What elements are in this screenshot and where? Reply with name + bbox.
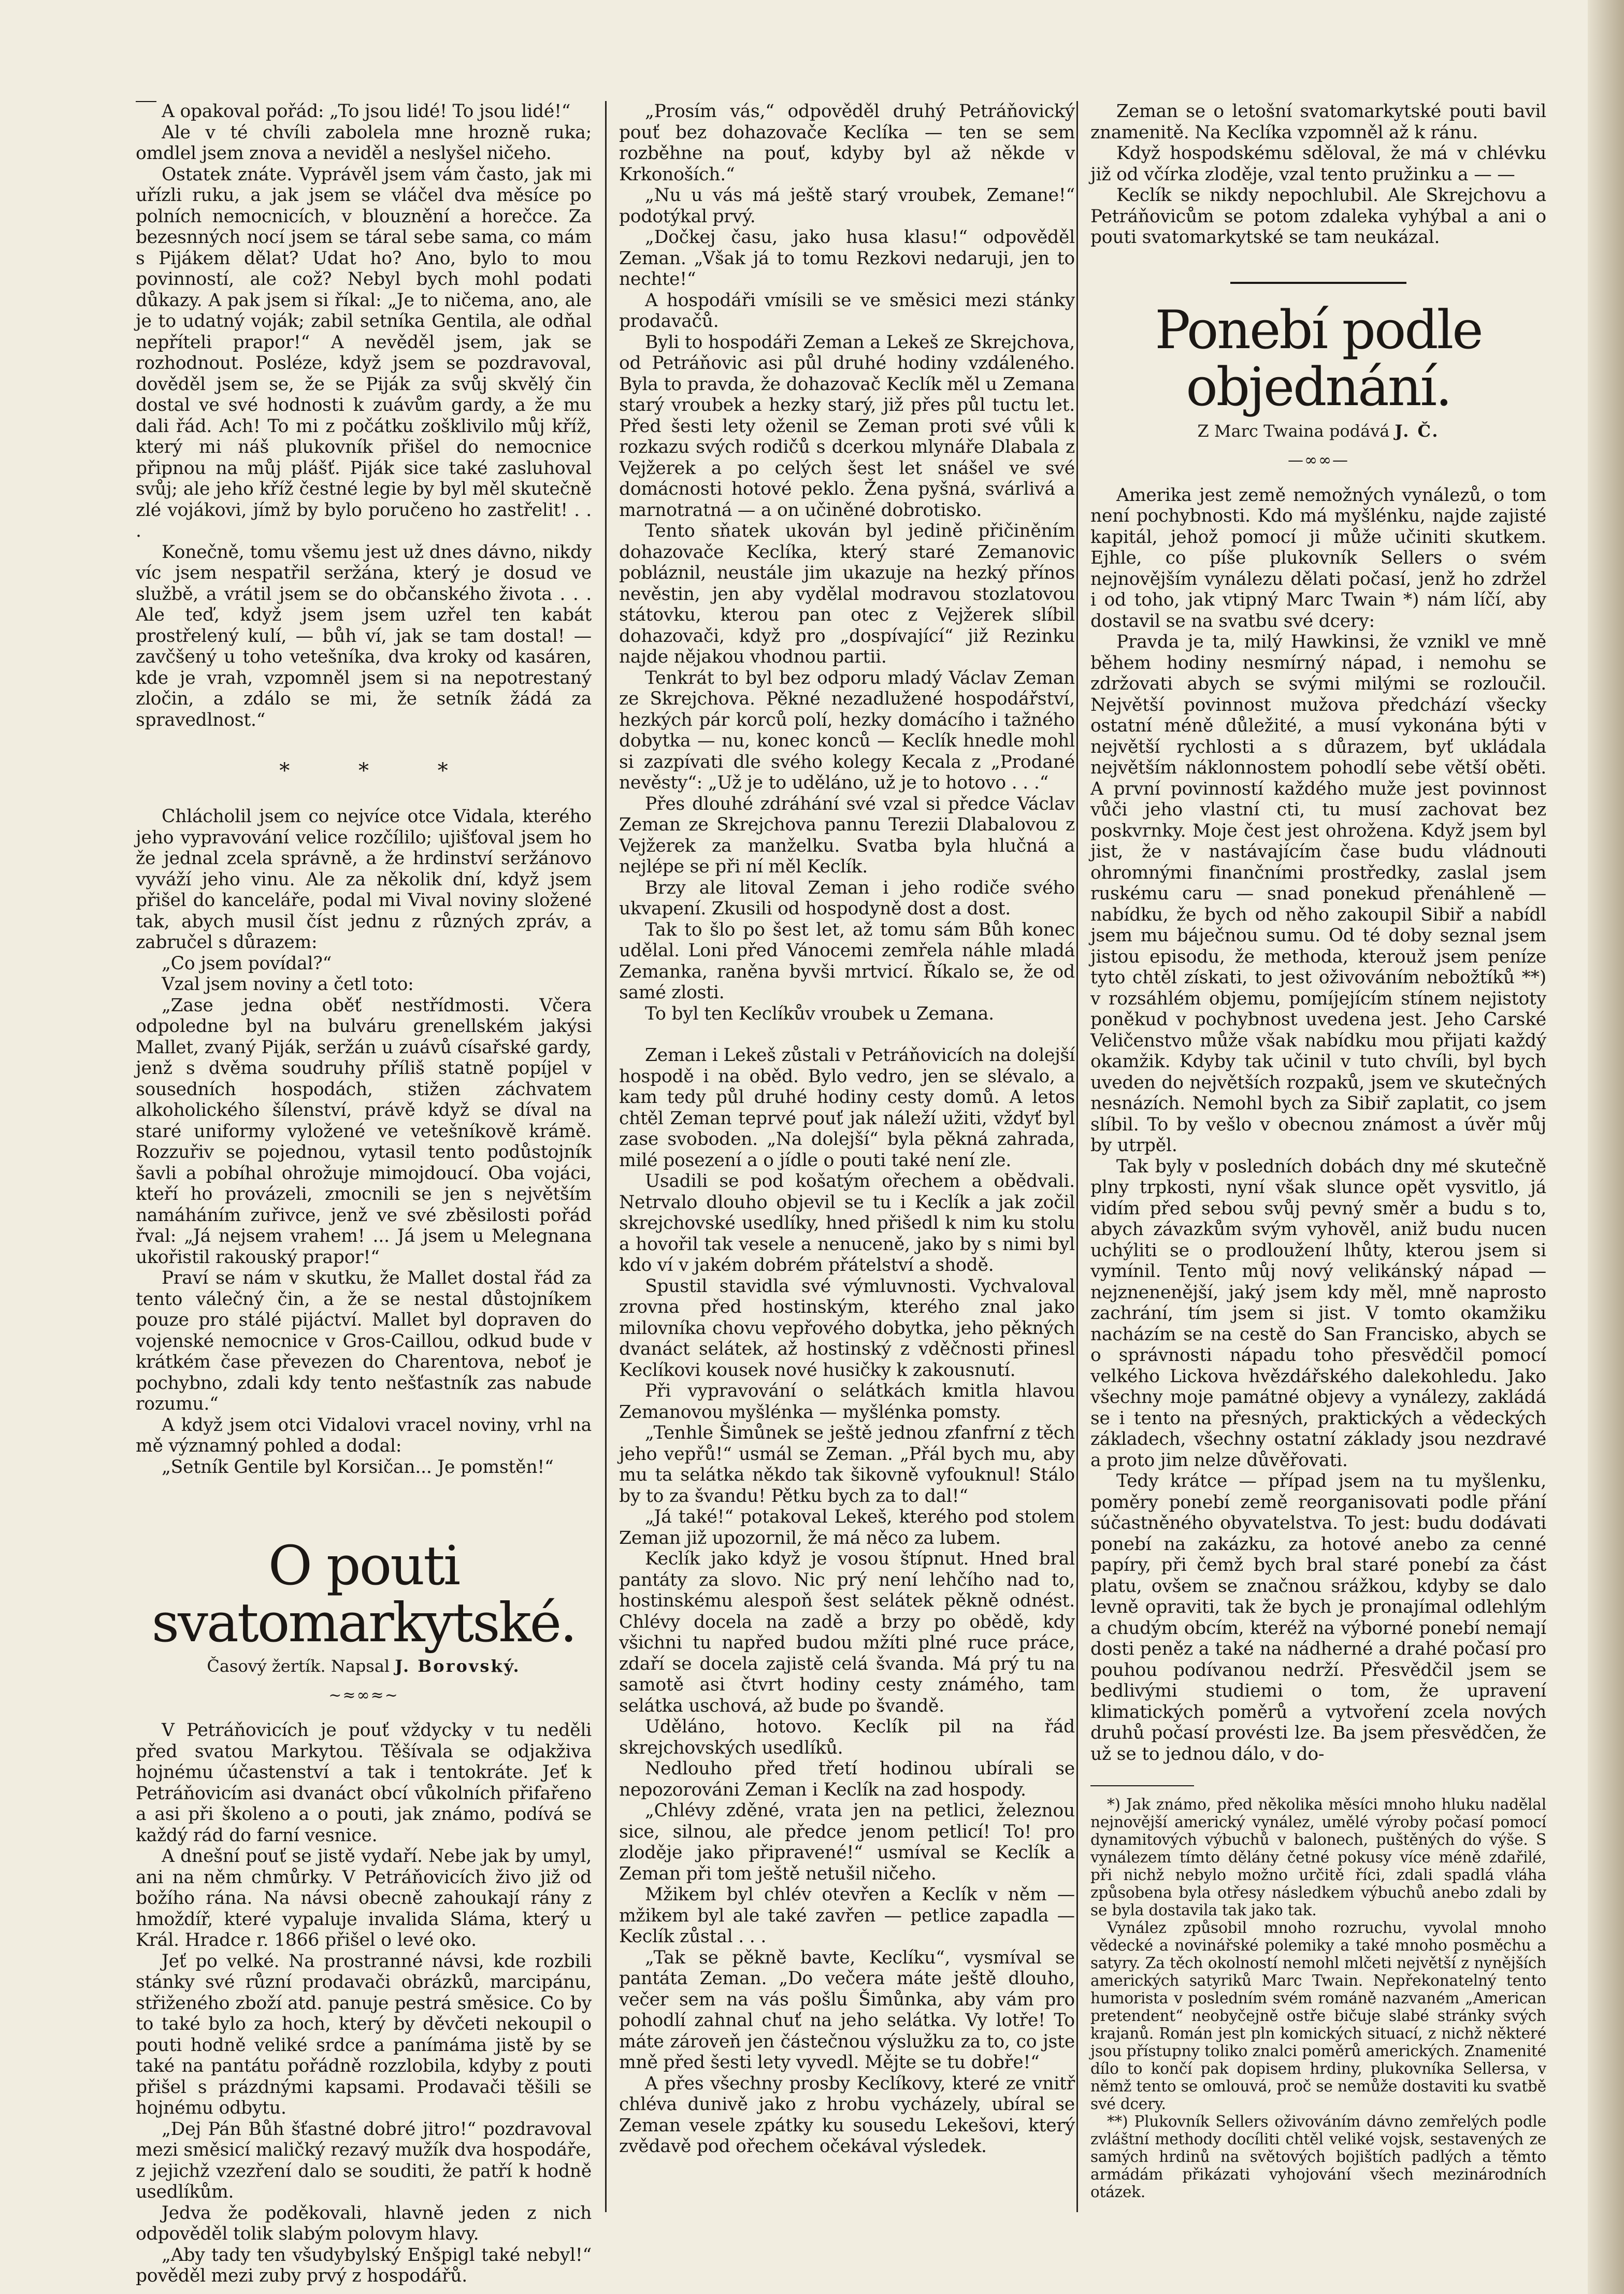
paragraph: A přes všechny prosby Keclíkovy, které ze vnitř chléva dunivě jako z hrobu vycházely, ubíral se Zeman vesele zpátky ku sousedu Lekešovi, který zvědavě pod ořechem očekával výsledek.	[619, 2073, 1075, 2157]
paragraph: „Dej Pán Bůh šťastné dobré jitro!“ pozdravoval mezi směsicí maličký rezavý mužík dva hospodáře, z jejichž vzezření dalo se souditi, že patří k hodně usedlíkům.	[136, 2118, 592, 2202]
paragraph: Tenkrát to byl bez odporu mladý Václav Zeman ze Skrejchova. Pěkné nezadlužené hospodářství, hezkých pár korců polí, hezky domácího i tažného dobytka — nu, konec konců — Keclík hnedle mohl si zazpívati dle svého kolegy Kecala z „Prodané nevěsty“: „Už je to uděláno, už je to hotovo . . .“	[619, 667, 1075, 793]
article-byline	[1090, 421, 1546, 441]
paragraph: Ale v té chvíli zabolela mne hrozně ruka; omdlel jsem znova a neviděl a neslyšel ničeho.	[136, 122, 592, 164]
section-stars: * * *	[279, 759, 479, 783]
paragraph: „Já také!“ potakoval Lekeš, kterého pod stolem Zeman již upozornil, že má něco za lubem.	[619, 1507, 1075, 1549]
footnote-rule	[1090, 1785, 1194, 1786]
paragraph: „Co jsem povídal?“	[162, 953, 332, 974]
paragraph: Spustil stavidla své výmluvnosti. Vychvaloval zrovna před hostinským, kterého znal jako milovníka chovu vepřového dobytka, jeho pěkných dvanáct selátek, až hostinský z vděčnosti přinesl Keclíkovi kousek nové husičky k zakousnutí.	[619, 1275, 1075, 1381]
paragraph: „Nu u vás má ještě starý vroubek, Zemane!“ podotýkal prvý.	[619, 185, 1075, 227]
paragraph: V Petráňovicích je pouť vždycky v tu neděli před svatou Markytou. Těšívala se odjakživa hojnému účastenství a tak i tentokráte. Jeť k Petráňovicím asi dvanáct obcí vůkolních přifařeno a asi při školeno a o pouti, jak známo, podívá se každý rád do farní vesnice.	[136, 1720, 592, 1846]
article-title-pout: O pouti svatomarkytské.	[151, 1534, 576, 1654]
spacer	[619, 1024, 1075, 1045]
paragraph: „Dočkej času, jako husa klasu!“ odpověděl Zeman. „Však já to tomu Rezkovi nedaruji, jen to nechte!“	[619, 227, 1075, 290]
paragraph: Zeman i Lekeš zůstali v Petráňovicích na dolejší hospodě i na oběd. Bylo vedro, jen se slévalo, a kam tedy půl druhé hodiny cesty domů. A letos chtěl Zeman teprvé pouť jak náleží užiti, vždyť byl zase svoboden. „Na dolejší“ byla pěkná zahrada, milé posezení a o jídle o pouti také není zle.	[619, 1045, 1075, 1171]
paragraph: Tak byly v posledních dobách dny mé skutečně plny trpkosti, nyní však slunce opět vysvitlo, já vidím před sebou svůj pevný směr a budu s to, abych závazkům svým vyhověl, aniž budu nucen uchýliti se o prodloužení lhůty, kterou jsem si vymínil. Tento můj nový velikánský nápad — nejznenenější, jaký jsem kdy měl, mně naprosto zachrání, tím jsem si jist. V tomto okamžiku nacházím se na cestě do San Francisko, abych se o správnosti nápadu toho přesvědčil pomocí velkého Lickova hvězdářského dalekohledu. Jako všechny moje památné objevy a vynálezy, zakládá se i tento na přesných, praktických a vědeckých základech, všechny ostatní základy jsou nezdravé a proto jim nelze důvěřovati.	[1090, 1156, 1546, 1471]
paragraph: A když jsem otci Vidalovi vracel noviny, vrhl na mě významný pohled a dodal:	[136, 1414, 592, 1456]
paragraph: Amerika jest země nemožných vynálezů, o tom není pochybnosti. Kdo má myšlénku, najde zajisté kapitál, jehož pomocí ji může učiniti skutkem. Ejhle, co píše plukovník Sellers o svém nejnovějším vynálezu dělati počasí, jenž ho zdržel i od toho, jak vtipný Marc Twain *) nám líčí, aby dostavil se na svatbu své dcery:	[1090, 484, 1546, 632]
paragraph: Jedva že poděkovali, hlavně jeden z nich odpověděl tolik slabým polovym hlavy.	[136, 2202, 592, 2244]
paragraph: „Tak se pěkně bavte, Keclíku“, vysmíval se pantáta Zeman. „Do večera máte ještě dlouho, večer sem na vás pošlu Šimůnka, aby vám pro pohodlí zahnal chuť na jeho selátka. Vy lotře! To máte zároveň jen částečnou výslužku za to, co jste mně před šesti lety vyvedl. Mějte se tu dobře!“	[619, 1947, 1075, 2073]
section-divider	[1230, 282, 1406, 284]
paragraph: Tedy krátce — případ jsem na tu myšlenku, poměry ponebí země reorganisovati podle přání súčastněného obyvatelstva. To jest: budu dodávati ponebí na zakázku, za hotové anebo za cenné papíry, při čemž bych bral staré ponebí za část platu, ovšem se značnou srážkou, kdyby se dalo levně opraviti, tak že bych je pronajímal odlehlým a chudým obcím, kteréž na výborné ponebí nemají dosti peněz a také na nádherné a drahé počasí pro pouhou podívanou nedrží. Přesvědčil jsem se bedlivými studiemi o tom, že upravení klimatických poměrů a vytvoření zcela nových druhů počasí provésti lze. Ba jsem přesvědčen, že už se to jednou dálo, v do-	[1090, 1471, 1546, 1765]
paragraph: Tento sňatek ukován byl jedině přičiněním dohazovače Keclíka, který staré Zemanovic pobláznil, neustále jim ukazuje na hezký přínos nevěstin, jen aby vydělal modravou stozlatovou státovku, kterou pan otec z Vejžerek slíbil dohazovači, když pro „dospívající“ již Rezinku najde nějakou vhodnou partii.	[619, 521, 1075, 667]
column-left	[136, 101, 592, 2286]
paragraph: Keclík jako když je vosou štípnut. Hned bral pantáty za slovo. Nic prý není lehčího nad to, hostinskému alespoň šest selátek pěkně odnést. Chlévy docela na zadě a brzy po obědě, kdy všichni tu napřed budou mžíti plné ruce práce, zdaří se docela zajistě celá švanda. Má prý tu na samotě asi čtvrt hodiny cesty známého, tam selátka uschová, až bude po švandě.	[619, 1549, 1075, 1716]
paragraph: Usadili se pod košatým ořechem a obědvali. Netrvalo dlouho objevil se tu i Keclík a jak zočil skrejchovské usedlíky, hned přišedl k nim ku stolu a hovořil tak vesele a nenuceně, jako by s nimi byl kdo ví v jakém dobrém přátelství a shodě.	[619, 1171, 1075, 1275]
paragraph: A opakoval pořád: „To jsou lidé! To jsou lidé!“	[162, 101, 571, 122]
footnote: *) Jak známo, před několika měsíci mnoho hluku nadělal nejnovější americký vynález, umělé výroby počasí pomocí dynamitových výbuchů v balonech, puštěných do výše. S vynálezem tímto dělány četné pokusy více méně zdařilé, při nichž nebylo možno určitě říci, zdali spadlá vláha způsobena byla otřesy následkem výbuchů anebo zdali by se byla dostavila tak jako tak.	[1090, 1796, 1546, 1919]
paragraph: Praví se nám v skutku, že Mallet dostal řád za tento válečný čin, a že se nestal důstojníkem pouze pro stálé pijáctví. Mallet byl dopraven do vojenské nemocnice v Gros-Caillou, odkud bude v krátkém čase převezen do Charentova, neboť je pochybno, zdali kdy tento nešťastník zas nabude rozumu.“	[136, 1268, 592, 1414]
paragraph: „Aby tady ten všudybylský Enšpigl také nebyl!“ pověděl mezi zuby prvý z hospodářů.	[136, 2244, 592, 2286]
paragraph: „Chlévy zděné, vrata jen na petlici, železnou sice, silnou, ale předce jenom petlicí! To! pro zloděje jako připravené!“ usmíval se Keclík a Zeman při tom ještě netušil ničeho.	[619, 1800, 1075, 1884]
paragraph: Chlácholil jsem co nejvíce otce Vidala, kterého jeho vypravování velice rozčílilo; ujišťoval jsem ho že jednal zcela správně, a že hrdinství seržánovo vyváží jeho vinu. Ale za několik dní, když jsem přišel do kanceláře, podal mi Vival noviny složené tak, abych musil číst jednu z různých zpráv, a zabručel s důrazem:	[136, 806, 592, 953]
paragraph: To byl ten Keclíkův vroubek u Zemana.	[645, 1003, 994, 1024]
paragraph: Uděláno, hotovo. Keclík pil na řád skrejchovských usedlíků.	[619, 1716, 1075, 1758]
ornament: —∞∞—	[1288, 451, 1349, 469]
paragraph: Ostatek znáte. Vyprávěl jsem vám často, jak mi uřízli ruku, a jak jsem se vláčel dva měsíce po polních nemocnicích, v blouznění a horečce. Za bezesnných nocí jsem se táral sebe sama, co mám s Pijákem dělat? Udat ho? Ano, bylo to mou povinností, ale což? Nebyl bych mohl podati důkazy. A pak jsem si říkal: „Je to ničema, ano, ale je to udatný voják; zabil setníka Gentila, ale odňal nepříteli prapor!“ A nevěděl jsem, jak se rozhodnout. Posléze, když jsem se pozdravoval, dověděl jsem se, že se Piják za svůj skvělý čin dostal ve své hodnosti k zuávům gardy, a že mu dali řád. Ach! To mi z počátku zošklivilo můj kříž, který mi náš plukovník přišel do nemocnice připnou na můj plášť. Piják sice také zasluhoval svůj; ale jeho kříž čestné legie by byl měl skutečně zlé vojákovi, jímž by bylo poručeno ho zastřelit! . . .	[136, 164, 592, 541]
paragraph: „Tenhle Šimůnek se ještě jednou zfanfrní z těch jeho vepřů!“ usmál se Zeman. „Přál bych mu, aby mu ta selátka někdo tak šikovně vyfouknul! Stálo by to za švandu! Pětku bych za to dal!“	[619, 1423, 1075, 1507]
paragraph: Brzy ale litoval Zeman i jeho rodiče svého ukvapení. Zkusili od hospodyně dost a dost.	[619, 877, 1075, 919]
paragraph: „Setník Gentile byl Korsičan... Je pomstěn!“	[162, 1456, 554, 1478]
footnote: Vynález způsobil mnoho rozruchu, vyvolal mnoho vědecké a novinářské polemiky a také mnoho posměchu a satyry. Za těch okolností nemohl mlčeti největší z nynějších amerických satyriků Marc Twain. Nepřekonatelný tento humorista v posledním svém románě nazvaném „American pretendent“ neobyčejně ostře bičuje slabé stránky svých krajanů. Román jest pln komických situací, z nichž některé jsou přístupny toliko znalci poměrů amerických. Znamenité dílo to končí pak dopisem hrdiny, plukovníka Sellersa, v němž tento se omlouvá, proč se nemůže dostaviti ku svatbě své dcery.	[1090, 1919, 1546, 2113]
article-title-ponebi: Ponebí podle objednání.	[1155, 299, 1482, 418]
paragraph: Nedlouho před třetí hodinou ubírali se nepozorováni Zeman i Keclík na zad hospody.	[619, 1758, 1075, 1800]
page-edge-shadow	[1588, 0, 1624, 2294]
byline-text: Z Marc Twaina podává	[1197, 421, 1390, 441]
paragraph: Při vypravování o selátkách kmitla hlavou Zemanovou myšlénka — myšlénka pomsty.	[619, 1381, 1075, 1423]
footnote: **) Plukovník Sellers oživováním dávno zemřelých podle zvláštní methody docíliti chtěl veliké vojsk, sestavených ze samých hrdinů na světových bojištích padlých a těmto armádám přikázati vyhojování všech mezinárodních otázek.	[1090, 2113, 1546, 2201]
column-rule-left	[605, 101, 607, 2212]
paragraph: Konečně, tomu všemu jest už dnes dávno, nikdy víc jsem nespatřil seržána, který je dosud ve službě, a vrátil jsem se do občanského života . . . Ale teď, když jsem jsem uzřel ten kabát prostřelený kulí, — bůh ví, jak se tam dostal! — zavčšený u toho vetešníka, dva kroky od kasáren, kde je vrah, vzpomněl jsem si na nepotrestaný zločin, a zdálo se mi, že setník žádá za spravedlnost.“	[136, 541, 592, 730]
column-middle	[619, 101, 1075, 2215]
paragraph: Přes dlouhé zdráhání své vzal si předce Václav Zeman ze Skrejchova pannu Terezii Dlabalovou z Vejžerek za manželku. Svatba byla hlučná a nejlépe se při ní měl Keclík.	[619, 793, 1075, 877]
paragraph: A dnešní pouť se jistě vydaří. Nebe jak by umyl, ani na něm chmůrky. V Petráňovicích živo již od božího rána. Na návsi obecně zahoukají rány z hmoždíř, které vypaluje invalida Sláma, který u Král. Hradce r. 1866 přišel o levé oko.	[136, 1846, 592, 1951]
paragraph: A hospodáři vmísili se ve směsici mezi stánky prodavačů.	[619, 290, 1075, 332]
paragraph: Jeť po velké. Na prostranné návsi, kde rozbili stánky své různí prodavači obrázků, marcipánu, střiženého zboží atd. panuje pestrá směsice. Co by to také bylo za hoch, který by děvčeti nekoupil o pouti hodně veliké srdce a panímáma jistě by se také na pantátu pořádně rozzlobila, kdyby z pouti přišel s prázdnými kapsami. Prodavači těšili se hojnému odbytu.	[136, 1951, 592, 2118]
paragraph: Mžikem byl chlév otevřen a Keclík v něm — mžikem byl ale také zavřen — petlice zapadla — Keclík zůstal . . .	[619, 1884, 1075, 1947]
ornament: ~≈∞≈~	[328, 1686, 399, 1704]
paragraph: „Prosím vás,“ odpověděl druhý Petráňovický pouť bez dohazovače Keclíka — ten se sem rozběhne na pouť, kdyby byl až někde v Krkonoších.“	[619, 101, 1075, 185]
column-rule-right	[1076, 101, 1078, 2212]
paragraph: Když hospodskému sděloval, že má v chlévku již od včírka zloděje, vzal tento pružinku a — —	[1090, 143, 1546, 185]
paragraph: Keclík se nikdy nepochlubil. Ale Skrejchovu a Petráňovicům se potom zdaleka vyhýbal a ani o pouti svatomarkytské se tam neukázal.	[1090, 185, 1546, 248]
column-right	[1090, 101, 1546, 2215]
paragraph: Tak to šlo po šest let, až tomu sám Bůh konec udělal. Loni před Vánocemi zemřela náhle mladá Zemanka, raněna byvši mrtvicí. Říkalo se, že od samé zlosti.	[619, 919, 1075, 1003]
byline-author: J. Č.	[1395, 421, 1440, 441]
paragraph: Byli to hospodáři Zeman a Lekeš ze Skrejchova, od Petráňovic asi půl druhé hodiny vzdáleného. Byla to pravda, že dohazovač Keclík měl u Zemana starý vroubek a hezky starý, již přes půl tuctu let. Před šesti lety oženil se Zeman proti své vůli k rozkazu svých rodičů s dcerkou mlynáře Dlabala z Vejžerek a po celých šest let snášel ve své domácnosti hotové peklo. Žena pyšná, svárlivá a marnotratná — a on učiněné dobrotisko.	[619, 332, 1075, 521]
article-byline	[136, 1656, 592, 1676]
paragraph: Zeman se o letošní svatomarkytské pouti bavil znamenitě. Na Keclíka vzpomněl až k ránu.	[1090, 101, 1546, 143]
byline-text: Časový žertík. Napsal	[207, 1656, 390, 1676]
paragraph: Pravda je ta, milý Hawkinsi, že vznikl ve mně během hodiny nesmírný nápad, i nemohu se zdržovati abych se svými milými se rozloučil. Největší povinnost mužova předchází všecky ostatní méně důležité, a musí vykonána býti v největší rychlosti a s důrazem, byť ukládala největším náklonnostem pohodlí sebe větší oběti. A první povinností každého muže jest povinnost vůči jeho vlastní cti, tu musí zachovat bez poskvrnky. Moje čest jest ohrožena. Když jsem byl jist, že v nastávajícím čase budu vládnouti ohromnými finančními prostředky, zaslal jsem ruskému caru — snad ponekud přenáhleně — nabídku, že bych od něho zakoupil Sibiř a nabídl jsem mu báječnou sumu. Od té doby seznal jsem jistou episodu, že methoda, kterouž jsem peníze tyto chtěl získati, to jest oživováním nebožtíků **) v rozsáhlém objemu, pomíjejícím stínem nejistoty poněkud v pochybnost uvedena jest. Jeho Carské Veličenstvo může však nabídku mou přijati každý okamžik. Kdyby tak učinil v tuto chvíli, byl bych uveden do největších rozpaků, jsem ve skutečných nesnázích. Nemohl bych za Sibiř zaplatit, co jsem slíbil. To by vešlo v obecnou známost a úvěr můj by utrpěl.	[1090, 632, 1546, 1156]
paragraph: Vzal jsem noviny a četl toto:	[162, 974, 414, 995]
paragraph: „Zase jedna oběť nestřídmosti. Včera odpoledne byl na bulváru grenellském jakýsi Mallet, zvaný Piják, seržán u zuávů císařské gardy, jenž s dvěma soudruhy příliš statně popíjel v sousedních hospodách, stižen záchvatem alkoholického šílenství, právě když se díval na staré uniformy vyložené ve vetešníkově krámě. Rozzuřiv se pojednou, vytasil tento podůstojník šavli a pobíhal ohrožuje mimojdoucí. Oba vojáci, kteří ho provázeli, zmocnili se jen s největším namáháním zuřivce, jenž ve své zběsilosti pořád řval: „Já nejsem vrahem! ... Já jsem u Melegnana ukořistil rakouský prapor!“	[136, 995, 592, 1268]
byline-author: J. Borovský.	[395, 1656, 521, 1676]
